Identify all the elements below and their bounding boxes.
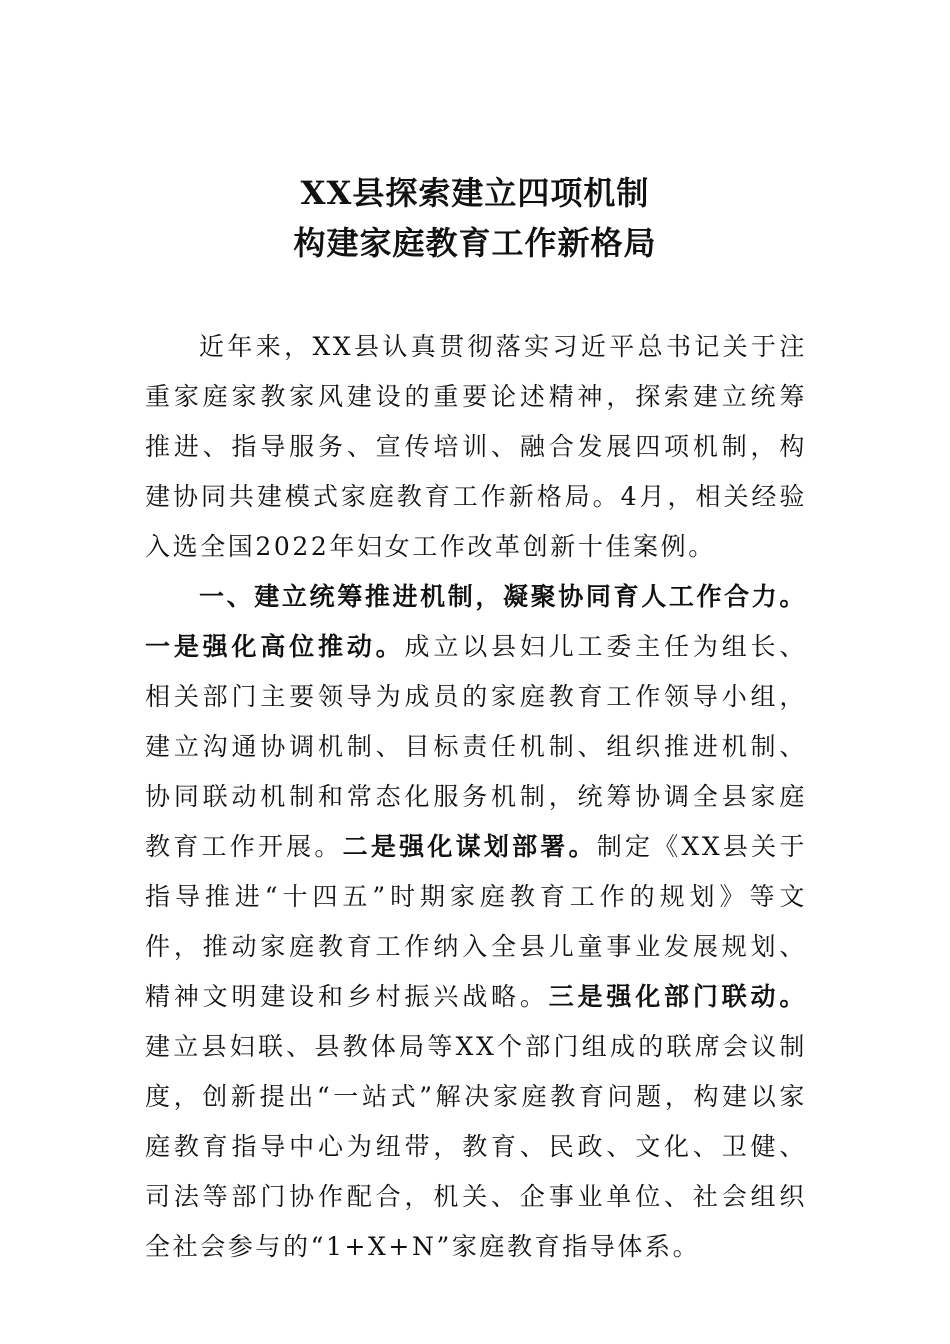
document-body xyxy=(145,322,807,1272)
title-line-1: XX县探索建立四项机制 xyxy=(300,174,650,212)
point-one-lead: 一是强化高位推动。 xyxy=(145,632,405,661)
point-two-text: 制定《XX县关于指导推进“十四五”时期家庭教育工作的规划》等文件，推动家庭教育工作纳入全县儿童事业发展规划、精神文明建设和乡村振兴战略。 xyxy=(145,832,807,1011)
title-line-2: 构建家庭教育工作新格局 xyxy=(293,224,657,262)
point-three-lead: 三是强化部门联动。 xyxy=(548,982,807,1011)
point-one-text: 成立以县妇儿工委主任为组长、相关部门主要领导为成员的家庭教育工作领导小组，建立沟通协调机制、目标责任机制、组织推进机制、协同联动机制和常态化服务机制，统筹协调全县家庭教育工作开展。 xyxy=(145,632,807,861)
section-one-heading: 一、建立统筹推进机制，凝聚协同育人工作合力。 xyxy=(199,582,807,611)
point-three-text: 建立县妇联、县教体局等XX个部门组成的联席会议制度，创新提出“一站式”解决家庭教育问题，构建以家庭教育指导中心为纽带，教育、民政、文化、卫健、司法等部门协作配合，机关、企事业单位、社会组织全社会参与的“1+X+N”家庭教育指导体系。 xyxy=(145,1032,807,1261)
document-title xyxy=(0,168,950,268)
intro-paragraph: 近年来，XX县认真贯彻落实习近平总书记关于注重家庭家教家风建设的重要论述精神，探索建立统筹推进、指导服务、宣传培训、融合发展四项机制，构建协同共建模式家庭教育工作新格局。4月，相关经验入选全国2022年妇女工作改革创新十佳案例。 xyxy=(145,332,807,561)
point-two-lead: 二是强化谋划部署。 xyxy=(342,832,597,861)
section-one-paragraph xyxy=(145,572,807,1272)
